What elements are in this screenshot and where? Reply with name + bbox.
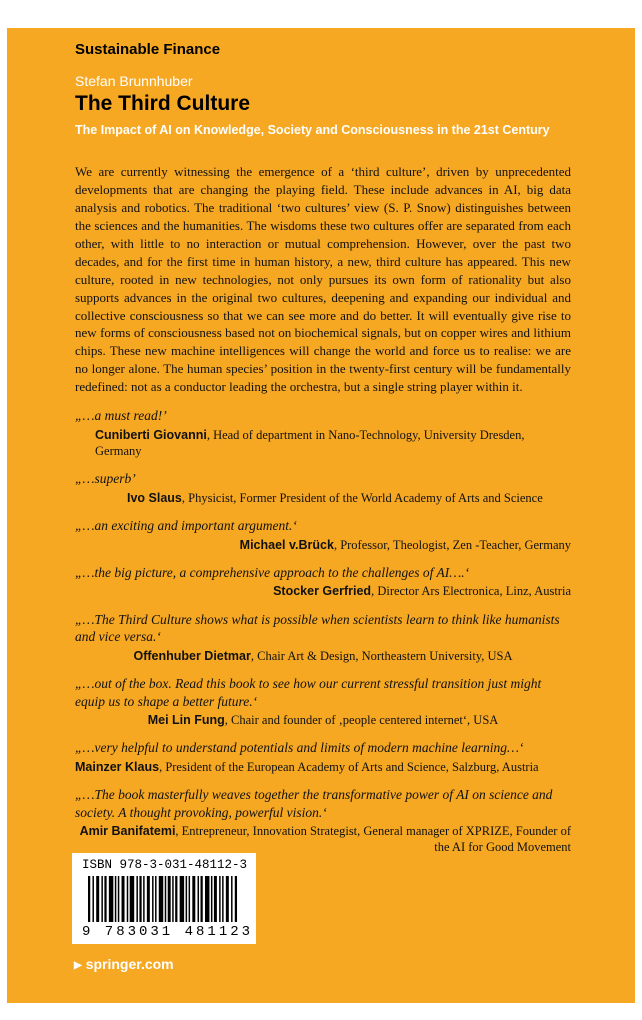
book-subtitle: The Impact of AI on Knowledge, Society and Consciousness in the 21st Century [75,123,550,137]
quote-attribution [75,537,571,553]
book-title: The Third Culture [75,92,250,115]
quote-text: „…The Third Culture shows what is possible when scientists learn to think like humanists and vice versa.‘ [75,611,560,645]
quote-author-role: , Physicist, Former President of the World Academy of Arts and Science [181,490,543,505]
quote-attribution [75,648,571,664]
synopsis-paragraph: We are currently witnessing the emergence of a ‘third culture’, driven by unprecedented developments that are changing the playing field. These include advances in AI, big data analysis and robotics. The traditional ‘two cultures’ view (S. P. Snow) distinguishes between the sciences and the humanities. The wisdoms these two cultures offer are separated from each other, with little to no interaction or mutual comprehension. However, over the past two decades, and for the first time in human history, a new, third culture has appeared. This new culture, rooted in new technologies, not only pursues its own form of rationality but also supports advances in the original two cultures, deepening and expanding our individual and collective consciousness so that we can see more and do better. It will eventually give rise to new forms of consciousness based not on biochemical signals, but on copper wires and lithium chips. These new machine intelligences will change the world and force us to realise: we are no longer alone. The human species’ position in the twenty-first century will be fundamentally redefined: not as a conductor leading the orchestra, but a single string player within it. [75,164,571,395]
quote-1 [75,407,571,459]
quote-text: „…out of the box. Read this book to see how our current stressful transition just might equip us to shape a better future.‘ [75,675,542,709]
quote-author-role: , Chair and founder of ‚people centered internet‘, USA [224,713,499,728]
quotes-section [75,407,571,856]
quote-8 [75,786,571,856]
quote-attribution [75,712,571,728]
quote-text: „…The book masterfully weaves together the transformative power of AI on science and society. A thought provoking, powerful vision.‘ [75,787,553,820]
quote-author-role: , Director Ars Electronica, Linz, Austria [371,584,571,599]
quote-attribution [75,823,571,856]
quote-author-role: , Head of department in Nano-Technology, University Dresden, Germany [95,427,525,458]
quote-attribution [75,759,571,775]
quote-5 [75,611,571,664]
quote-attribution [75,583,571,599]
quote-2 [75,470,571,506]
quote-author-role: , Entrepreneur, Innovation Strategist, General manager of XPRIZE, Founder of the AI for Good Movement [175,824,571,855]
barcode-digits: 9 783031 481123 [82,924,254,940]
quote-text: „…a must read!’ [75,408,167,424]
quote-author: Amir Banifatemi [79,824,176,839]
quote-author-role: , Professor, Theologist, Zen -Teacher, Germany [333,537,571,552]
publisher-url: springer.com [85,956,174,972]
publisher-line [74,956,174,972]
quote-text: „…an exciting and important argument.‘ [75,518,297,534]
quote-author: Offenhuber Dietmar [133,648,251,663]
quote-author: Mei Lin Fung [147,713,225,728]
quote-3 [75,517,571,553]
quote-author: Michael v.Brück [239,537,334,552]
quote-author: Stocker Gerfried [273,584,372,599]
quote-4 [75,564,571,600]
quote-author: Mainzer Klaus [75,759,160,774]
arrow-icon: ▶ [74,960,82,971]
series-title: Sustainable Finance [75,41,221,58]
quote-text: „…the big picture, a comprehensive approach to the challenges of AI….‘ [75,564,470,580]
quote-7 [75,739,571,775]
isbn-block [72,853,256,944]
quote-author-role: , Chair Art & Design, Northeastern University, USA [250,648,513,663]
author-name: Stefan Brunnhuber [75,73,193,89]
isbn-number: ISBN 978-3-031-48112-3 [82,858,248,872]
quote-author: Cuniberti Giovanni [95,427,207,442]
quote-author-role: , President of the European Academy of Arts and Science, Salzburg, Austria [159,759,539,774]
quote-attribution [75,490,571,506]
quote-author: Ivo Slaus [127,490,182,505]
barcode [88,876,240,922]
quote-6 [75,675,571,728]
quote-text: „…very helpful to understand potentials and limits of modern machine learning…‘ [75,740,524,756]
quote-attribution [75,427,571,460]
quote-text: „…superb’ [75,471,136,487]
